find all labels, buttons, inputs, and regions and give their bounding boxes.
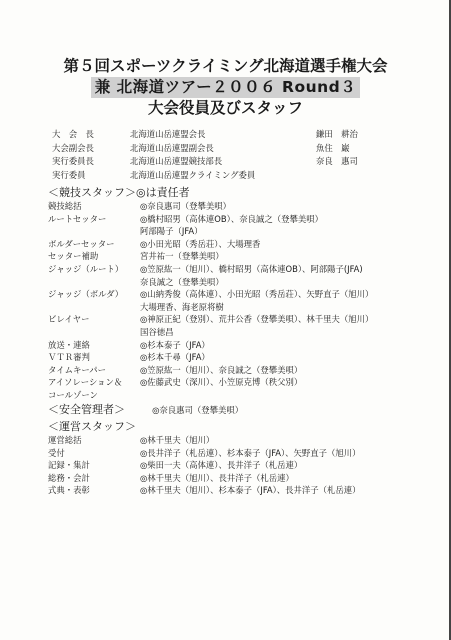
staff-role: ボルダーセッター [48, 238, 115, 249]
staff-assignment-line: ◎奈良惠司（登攀美唄） [140, 201, 232, 211]
officer-name: 奈良 惠司 [316, 156, 358, 166]
staff-assignment-line: ◎小田光昭（秀岳荘）、大場理香 [140, 238, 261, 249]
staff-role: セッター補助 [48, 251, 99, 262]
staff-assignment-line: ◎橋村昭男（高体連OB）、奈良誠之（登攀美唄） [140, 213, 323, 224]
staff-row [48, 238, 418, 251]
officer-role: 実行委員長 [52, 156, 94, 166]
staff-assignment-line: ◎笠原紘一（旭川）、橋村昭男（高体連OB）、阿部陽子(JFA) [140, 263, 363, 274]
officer-row [52, 142, 412, 156]
staff-row [48, 250, 418, 263]
staff-row [48, 263, 418, 288]
staff-assignments [140, 447, 418, 460]
staff-assignments [140, 288, 418, 313]
staff-assignment-line: 阿部陽子（JFA） [140, 226, 203, 237]
event-title: 第５回スポーツクライミング北海道選手権大会 [63, 57, 388, 75]
staff-row [48, 434, 418, 447]
staff-assignments [140, 238, 418, 251]
staff-row [48, 447, 418, 460]
safety-manager: ◎奈良惠司（登攀美唄） [152, 405, 244, 415]
officer-row [52, 169, 412, 183]
staff-role: ＶＴＲ審判 [48, 352, 90, 363]
staff-assignment-line: ◎林千里夫（旭川） [140, 435, 215, 445]
staff-assignment-line: ◎山納秀俊（高体連）、小田光昭（秀岳荘）、矢野直子（旭川） [140, 289, 374, 300]
staff-assignment-line: 宮井祐一（登攀美唄） [140, 251, 224, 262]
staff-assignments [140, 339, 418, 352]
staff-assignment-line: ◎杉本千尋（JFA） [140, 352, 210, 363]
staff-role: 競技総括 [48, 201, 82, 211]
staff-assignment-line: ◎杉本泰子（JFA） [140, 339, 210, 350]
competition-staff-rows [48, 200, 418, 402]
staff-row [48, 484, 418, 497]
operations-staff-rows [48, 434, 418, 497]
officer-row [52, 155, 412, 169]
operations-staff-heading: ＜運営スタッフ＞ [48, 420, 136, 433]
officer-role: 大会副会長 [52, 142, 94, 153]
safety-section [48, 398, 243, 417]
staff-row [48, 200, 418, 213]
competition-staff-section [48, 186, 418, 402]
staff-assignments [140, 351, 418, 364]
staff-role: 総務・会計 [48, 472, 90, 483]
staff-assignments [140, 250, 418, 263]
staff-role: 放送・連絡 [48, 339, 90, 350]
staff-role: タイムキーパー [48, 364, 107, 375]
staff-assignment-line: ◎林千里夫（旭川）、長井洋子（札岳連） [140, 472, 294, 483]
staff-assignments [140, 213, 418, 238]
officer-org: 北海道山岳連盟会長 [130, 129, 206, 139]
officers-list [52, 128, 412, 182]
staff-role: コールゾーン [48, 389, 98, 400]
staff-row [48, 459, 418, 472]
staff-assignment-line: 国谷徳昌 [140, 326, 174, 337]
document-heading: 大会役員及びスタッフ [147, 99, 303, 117]
staff-row [48, 339, 418, 352]
staff-role: 運営総括 [48, 435, 82, 445]
staff-row [48, 376, 418, 389]
officer-org: 北海道山岳連盟クライミング委員 [130, 169, 256, 180]
staff-row [48, 364, 418, 377]
staff-assignment-line: ◎笠原紘一（旭川）、奈良誠之（登攀美唄） [140, 364, 303, 375]
staff-assignments [140, 263, 418, 288]
staff-role: 式典・表彰 [48, 485, 90, 496]
staff-assignment-line: ◎林千里夫（旭川）、杉本泰子（JFA）、長井洋子（札岳連） [140, 485, 361, 496]
title-block [0, 56, 451, 119]
staff-role: 受付 [48, 447, 65, 458]
officer-org: 北海道山岳連盟副会長 [130, 142, 214, 153]
staff-role: ルートセッター [48, 213, 107, 224]
staff-assignment-line: 大場理香、海老原将樹 [140, 301, 224, 312]
staff-assignments [140, 484, 418, 497]
staff-role: 記録・集計 [48, 460, 90, 471]
staff-row [48, 351, 418, 364]
staff-role: ジャッジ（ルート） [48, 263, 124, 274]
event-subtitle: 兼 北海道ツアー２００６ Round３ [91, 77, 361, 98]
competition-staff-heading: ＜競技スタッフ＞◎は責任者 [48, 186, 190, 199]
officer-role: 大 会 長 [52, 129, 94, 139]
staff-assignments [140, 434, 418, 447]
officer-role: 実行委員 [52, 169, 86, 180]
staff-assignments [140, 313, 418, 338]
staff-assignments [140, 376, 418, 389]
safety-heading: ＜安全管理者＞ [48, 403, 125, 416]
staff-assignments [140, 200, 418, 213]
staff-assignments [140, 472, 418, 485]
staff-assignments [140, 459, 418, 472]
staff-row [48, 313, 418, 338]
staff-assignments [140, 364, 418, 377]
staff-assignment-line: ◎神原正紀（登別）、荒井公香（登攀美唄）、林千里夫（旭川） [140, 314, 374, 325]
staff-row [48, 472, 418, 485]
staff-row [48, 288, 418, 313]
staff-row [48, 213, 418, 238]
staff-assignment-line: ◎佐藤武史（深川）、小笠原克博（秩父別） [140, 377, 303, 388]
staff-assignment-line: ◎長井洋子（札岳連）、杉本泰子（JFA）、矢野直子（旭川） [140, 447, 361, 458]
officer-name: 魚住 巌 [316, 142, 350, 153]
staff-role: アイソレーション＆ [48, 377, 123, 388]
officer-row [52, 128, 412, 142]
staff-assignment-line: ◎柴田一夫（高体連）、長井洋子（札岳連） [140, 460, 303, 471]
staff-role: ジャッジ（ボルダ） [48, 289, 124, 300]
staff-assignment-line: 奈良誠之（登攀美唄） [140, 276, 224, 287]
officer-name: 鎌田 耕治 [316, 129, 358, 139]
staff-role: ビレイヤー [48, 314, 90, 325]
operations-staff-section [48, 420, 418, 497]
officer-org: 北海道山岳連盟競技部長 [130, 156, 223, 166]
